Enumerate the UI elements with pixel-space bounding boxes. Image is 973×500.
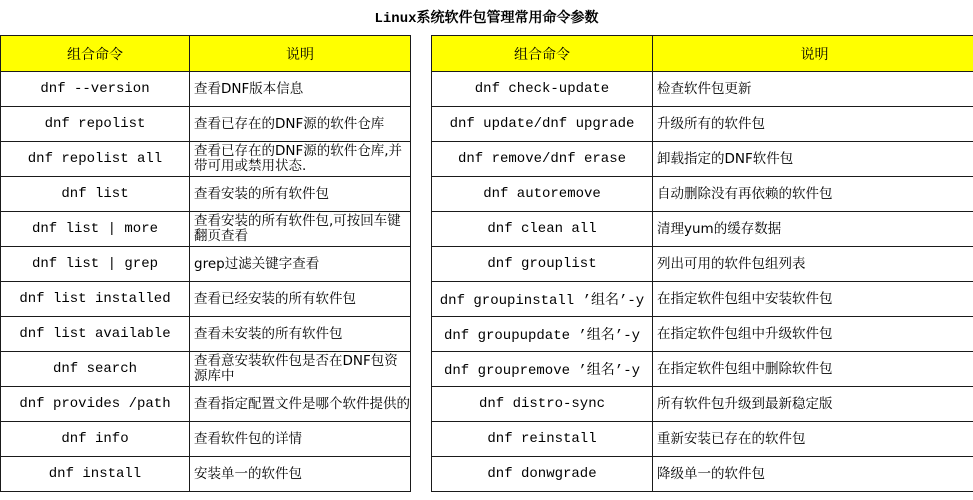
table-row — [1, 387, 411, 422]
description-cell: 清理yum的缓存数据 — [653, 212, 973, 247]
table-row — [1, 247, 411, 282]
description-cell: 在指定软件包组中升级软件包 — [653, 317, 973, 352]
table-row — [1, 352, 411, 387]
command-cell: dnf list available — [1, 317, 190, 352]
command-cell: dnf list | grep — [1, 247, 190, 282]
command-cell: dnf grouplist — [432, 247, 653, 282]
description-cell: 降级单一的软件包 — [653, 457, 973, 492]
description-cell: 查看DNF版本信息 — [190, 72, 411, 107]
table-row — [432, 107, 973, 142]
description-cell: 在指定软件包组中安装软件包 — [653, 282, 973, 317]
right-command-table — [431, 35, 973, 492]
command-cell: dnf search — [1, 352, 190, 387]
description-cell: 安装单一的软件包 — [190, 457, 411, 492]
description-cell: 重新安装已存在的软件包 — [653, 422, 973, 457]
command-cell: dnf info — [1, 422, 190, 457]
table-row — [432, 422, 973, 457]
left-command-table — [0, 35, 411, 492]
description-cell: 查看已存在的DNF源的软件仓库,并带可用或禁用状态. — [190, 142, 411, 177]
table-row — [432, 352, 973, 387]
description-cell: 卸载指定的DNF软件包 — [653, 142, 973, 177]
table-row — [1, 457, 411, 492]
description-cell: 在指定软件包组中删除软件包 — [653, 352, 973, 387]
description-cell: 查看未安装的所有软件包 — [190, 317, 411, 352]
table-row — [1, 72, 411, 107]
column-header-description: 说明 — [653, 36, 973, 72]
page-title: Linux系统软件包管理常用命令参数 — [374, 11, 599, 27]
description-cell: 查看意安装软件包是否在DNF包资源库中 — [190, 352, 411, 387]
table-row — [432, 247, 973, 282]
command-cell: dnf groupinstall ’组名’-y — [432, 282, 653, 317]
column-header-command: 组合命令 — [1, 36, 190, 72]
column-header-command: 组合命令 — [432, 36, 653, 72]
table-row — [432, 142, 973, 177]
command-cell: dnf --version — [1, 72, 190, 107]
table-row — [1, 107, 411, 142]
description-cell: 所有软件包升级到最新稳定版 — [653, 387, 973, 422]
table-row — [432, 387, 973, 422]
description-cell: 检查软件包更新 — [653, 72, 973, 107]
table-row — [1, 212, 411, 247]
description-cell: 查看已经安装的所有软件包 — [190, 282, 411, 317]
description-cell: 查看安装的所有软件包,可按回车键翻页查看 — [190, 212, 411, 247]
description-cell: grep过滤关键字查看 — [190, 247, 411, 282]
column-header-description: 说明 — [190, 36, 411, 72]
description-cell: 列出可用的软件包组列表 — [653, 247, 973, 282]
table-row — [1, 317, 411, 352]
table-row — [432, 212, 973, 247]
description-cell: 自动删除没有再依赖的软件包 — [653, 177, 973, 212]
command-cell: dnf donwgrade — [432, 457, 653, 492]
command-cell: dnf list — [1, 177, 190, 212]
table-row — [1, 282, 411, 317]
command-cell: dnf clean all — [432, 212, 653, 247]
command-cell: dnf reinstall — [432, 422, 653, 457]
table-row — [432, 317, 973, 352]
command-cell: dnf install — [1, 457, 190, 492]
command-cell: dnf update/dnf upgrade — [432, 107, 653, 142]
table-row — [1, 177, 411, 212]
table-row — [432, 72, 973, 107]
command-cell: dnf list | more — [1, 212, 190, 247]
description-cell: 查看安装的所有软件包 — [190, 177, 411, 212]
table-row — [432, 457, 973, 492]
command-cell: dnf repolist all — [1, 142, 190, 177]
table-row — [1, 142, 411, 177]
command-cell: dnf groupupdate ’组名’-y — [432, 317, 653, 352]
table-row — [1, 422, 411, 457]
command-cell: dnf groupremove ’组名’-y — [432, 352, 653, 387]
description-cell: 查看软件包的详情 — [190, 422, 411, 457]
command-cell: dnf distro-sync — [432, 387, 653, 422]
description-cell: 升级所有的软件包 — [653, 107, 973, 142]
table-header-row — [432, 36, 973, 72]
command-cell: dnf remove/dnf erase — [432, 142, 653, 177]
description-cell: 查看指定配置文件是哪个软件提供的 — [190, 387, 411, 422]
command-cell: dnf autoremove — [432, 177, 653, 212]
table-row — [432, 282, 973, 317]
command-cell: dnf repolist — [1, 107, 190, 142]
command-cell: dnf list installed — [1, 282, 190, 317]
command-cell: dnf provides /path — [1, 387, 190, 422]
description-cell: 查看已存在的DNF源的软件仓库 — [190, 107, 411, 142]
command-cell: dnf check-update — [432, 72, 653, 107]
table-header-row — [1, 36, 411, 72]
table-row — [432, 177, 973, 212]
